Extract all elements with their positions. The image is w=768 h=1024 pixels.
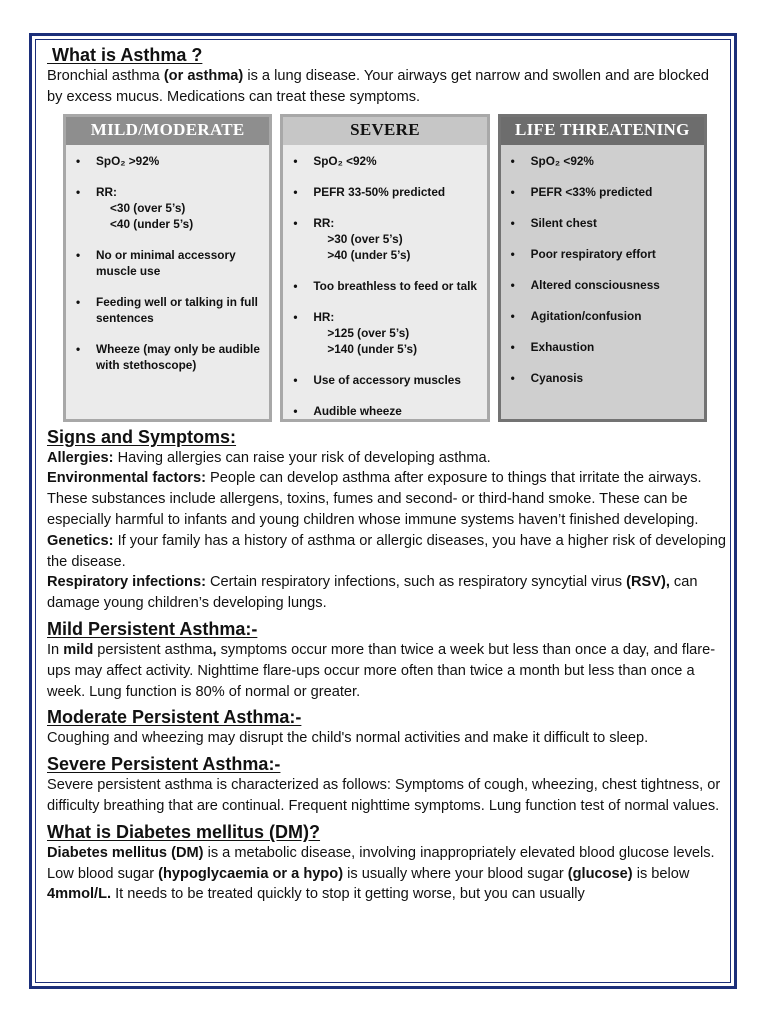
severity-item	[511, 370, 698, 386]
severity-item-text: Poor respiratory effort	[530, 246, 656, 261]
severity-item-text: Wheeze (may only be audible with stethoscope)	[96, 341, 260, 372]
asthma-intro: Bronchial asthma (or asthma) is a lung disease. Your airways get narrow and swollen and are blocked by excess mucus. Medications can treat these symptoms.	[47, 68, 709, 105]
severity-item-text: Feeding well or talking in full sentences	[96, 294, 258, 325]
severity-list	[66, 145, 269, 373]
panel-mild-moderate	[63, 114, 272, 422]
severity-item	[293, 372, 480, 388]
diabetes-heading: What is Diabetes mellitus (DM)?	[47, 821, 321, 842]
panel-title: MILD/MODERATE	[66, 117, 269, 145]
severity-sub-item: <30 (over 5’s)	[110, 200, 186, 215]
genetics-paragraph: Genetics: If your family has a history of asthma or allergic diseases, you have a higher risk of developing the disease.	[47, 532, 726, 570]
severity-list	[501, 145, 704, 386]
severity-sub-item: <40 (under 5’s)	[110, 216, 194, 231]
severity-item	[76, 294, 263, 326]
severity-item	[293, 278, 480, 294]
asthma-severity-chart	[63, 114, 707, 422]
severity-item-text: SpO₂ <92%	[313, 153, 377, 168]
severity-item-text: RR:	[96, 184, 117, 199]
moderate-persistent-heading: Moderate Persistent Asthma:-	[47, 707, 302, 728]
severity-item-text: SpO₂ <92%	[530, 153, 594, 168]
severity-item-text: No or minimal accessory muscle use	[96, 247, 236, 278]
severity-item-text: Too breathless to feed or talk	[313, 278, 477, 293]
panel-life-threatening	[498, 114, 707, 422]
severity-sub-item: >40 (under 5’s)	[327, 247, 411, 262]
severity-sub-item: >125 (over 5’s)	[327, 325, 410, 340]
severity-item	[511, 339, 698, 355]
severity-item-text: Altered consciousness	[530, 277, 660, 292]
panel-title: SEVERE	[283, 117, 486, 145]
severity-sub-item: >30 (over 5’s)	[327, 231, 403, 246]
severity-item	[511, 184, 698, 200]
severity-item	[76, 341, 263, 373]
severe-persistent-heading: Severe Persistent Asthma:-	[47, 754, 281, 775]
asthma-heading: What is Asthma ?	[52, 45, 203, 65]
severity-item	[293, 309, 480, 357]
severity-item-text: Silent chest	[530, 215, 597, 230]
severity-item	[511, 277, 698, 293]
severity-item	[293, 184, 480, 200]
severity-item-text: Cyanosis	[530, 370, 584, 385]
document-body	[47, 44, 727, 905]
severity-item	[293, 215, 480, 263]
severity-item-text: Agitation/confusion	[530, 308, 642, 323]
severity-item	[511, 215, 698, 231]
severity-item-text: RR:	[313, 215, 335, 230]
moderate-persistent-paragraph: Coughing and wheezing may disrupt the child's normal activities and make it difficult to sleep.	[47, 730, 649, 747]
diabetes-paragraph-2: Low blood sugar (hypoglycaemia or a hypo) is usually where your blood sugar (glucose) is below 4mmol/L. It needs to be treated quickly to stop it getting worse, but you can usually	[47, 865, 690, 903]
mild-persistent-paragraph: In mild persistent asthma, symptoms occur more than twice a week but less than once a day, and flare-ups may affect activity. Nighttime flare-ups occur more often than twice a month but less than once a week. Lung function is 80% of normal or greater.	[47, 641, 716, 700]
diabetes-paragraph-1: Diabetes mellitus (DM) is a metabolic disease, involving inappropriately elevated blood glucose levels.	[47, 844, 715, 861]
severity-item	[76, 184, 263, 232]
mild-persistent-heading: Mild Persistent Asthma:-	[47, 618, 258, 639]
severity-item-text: PEFR <33% predicted	[530, 184, 653, 199]
severity-item-text: Exhaustion	[530, 339, 595, 354]
severity-item-text: SpO₂ >92%	[96, 153, 160, 168]
severity-list	[283, 145, 486, 419]
panel-title: LIFE THREATENING	[501, 117, 704, 145]
severe-persistent-paragraph: Severe persistent asthma is characterized as follows: Symptoms of cough, wheezing, chest tightness, or difficulty breathing that are continual. Frequent nighttime symptoms. Lung function test of normal values.	[47, 777, 721, 814]
severity-item	[511, 308, 698, 324]
severity-item-text: Use of accessory muscles	[313, 372, 461, 387]
respiratory-paragraph: Respiratory infections: Certain respiratory infections, such as respiratory syncytial virus (RSV), can damage young children’s developing lungs.	[47, 574, 698, 612]
environmental-paragraph: Environmental factors: People can develop asthma after exposure to things that irritate the airways. These substances include allergens, toxins, fumes and second- or third-hand smoke. These can be especially harmful to infants and young children whose immune systems haven’t finished developing.	[47, 470, 702, 528]
severity-item-text: Audible wheeze	[313, 403, 402, 418]
severity-item	[293, 403, 480, 419]
signs-heading: Signs and Symptoms:	[47, 426, 237, 447]
severity-item-text: PEFR 33-50% predicted	[313, 184, 446, 199]
severity-item	[293, 153, 480, 169]
severity-sub-item: >140 (under 5’s)	[327, 341, 418, 356]
severity-item	[511, 246, 698, 262]
severity-item	[76, 247, 263, 279]
severity-item	[511, 153, 698, 169]
severity-item	[76, 153, 263, 169]
panel-severe	[280, 114, 489, 422]
severity-item-text: HR:	[313, 309, 335, 324]
allergies-paragraph: Allergies: Having allergies can raise your risk of developing asthma.	[47, 449, 491, 466]
